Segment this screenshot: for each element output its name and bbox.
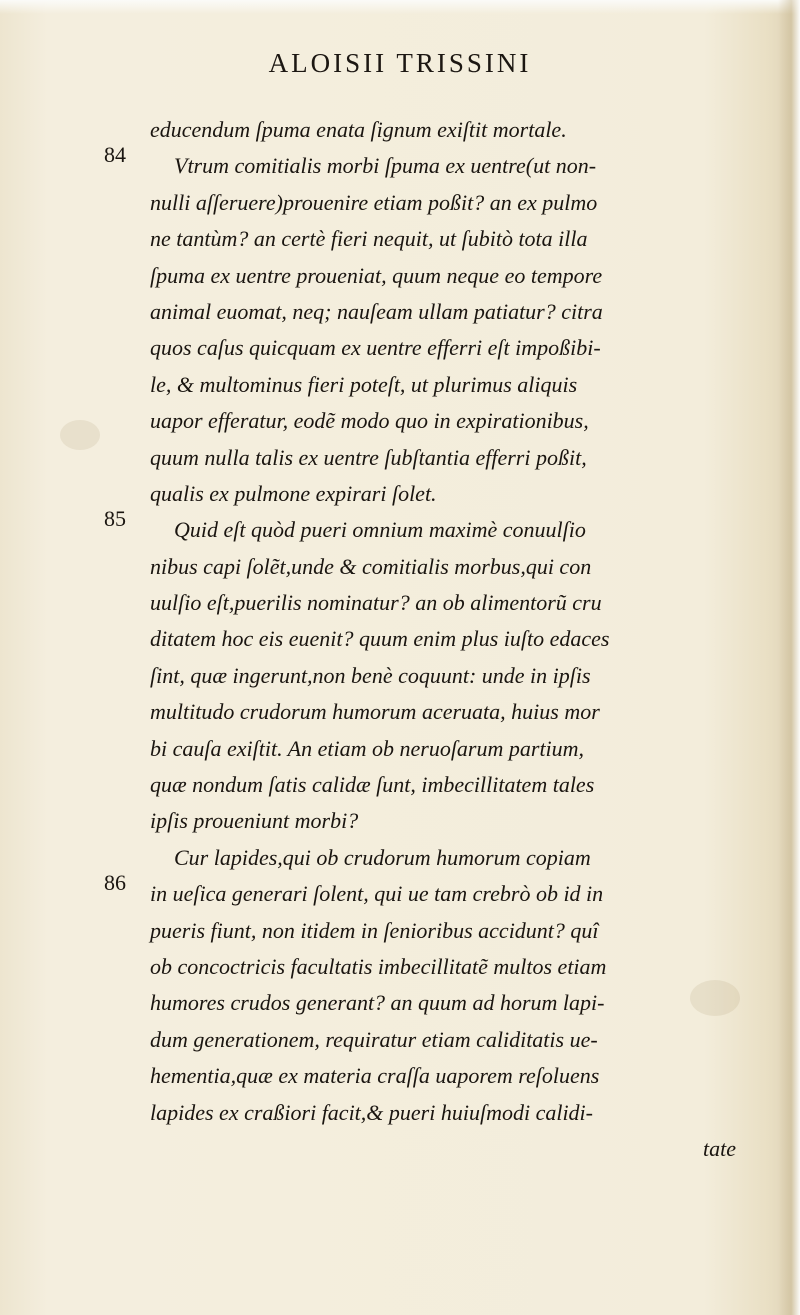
text-line: educendum ſpuma enata ſignum exiſtit mortale.	[150, 117, 567, 142]
body-text	[150, 112, 750, 1167]
text-line: nulli aſſeruere)prouenire etiam poßit? an ex pulmo	[150, 189, 598, 215]
text-line: ne tantùm? an certè fieri nequit, ut ſubitò tota illa	[150, 226, 588, 252]
text-line: ſint, quæ ingerunt,non benè coquunt: unde in ipſis	[150, 662, 591, 688]
text-line: hementia,quæ ex materia craſſa uaporem reſoluens	[150, 1063, 600, 1089]
margin-number-84: 84	[104, 142, 126, 167]
text-line: Quid eſt quòd pueri omnium maximè conuulſio	[174, 517, 586, 543]
text-line: lapides ex craßiori facit,& pueri huiuſmodi calidi-	[150, 1099, 593, 1125]
text-line: pueris fiunt, non itidem in ſenioribus accidunt? quî	[150, 917, 599, 943]
text-line: quum nulla talis ex uentre ſubſtantia efferri poßit,	[150, 444, 587, 470]
text-line: qualis ex pulmone expirari ſolet.	[150, 480, 437, 506]
text-line: in ueſica generari ſolent, qui ue tam crebrò ob id in	[150, 881, 604, 907]
text-line: uulſio eſt,puerilis nominatur? an ob alimentorũ cru	[150, 590, 602, 616]
text-line: quæ nondum ſatis calidæ ſunt, imbecillitatem tales	[150, 772, 595, 798]
text-line: Vtrum comitialis morbi ſpuma ex uentre(ut non-	[174, 153, 597, 179]
text-line: dum generationem, requiratur etiam caliditatis ue-	[150, 1026, 598, 1052]
page-right-edge	[778, 0, 800, 1315]
catchword: tate	[703, 1135, 736, 1161]
text-line: quos caſus quicquam ex uentre efferri eſt impoßibi-	[150, 335, 601, 361]
text-line: animal euomat, neq; nauſeam ullam patiatur? citra	[150, 298, 603, 324]
text-line: ob concoctricis facultatis imbecillitatẽ multos etiam	[150, 953, 607, 979]
text-line: uapor efferatur, eodẽ modo quo in expirationibus,	[150, 408, 589, 434]
text-line: bi cauſa exiſtit. An etiam ob neruoſarum partium,	[150, 735, 585, 761]
text-line: ipſis proueniunt morbi?	[150, 808, 359, 834]
paper-stain	[60, 420, 100, 450]
text-line: Cur lapides,qui ob crudorum humorum copiam	[174, 844, 591, 870]
text-line: ditatem hoc eis euenit? quum enim plus iuſto edaces	[150, 626, 610, 652]
margin-number-85: 85	[104, 506, 126, 531]
text-line: multitudo crudorum humorum aceruata, huius mor	[150, 699, 600, 725]
text-line: nibus capi ſolẽt,unde & comitialis morbus,qui con	[150, 553, 592, 579]
running-head: ALOISII TRISSINI	[268, 48, 532, 78]
margin-number-86: 86	[104, 870, 126, 895]
text-line: le, & multominus fieri poteſt, ut plurimus aliquis	[150, 371, 578, 397]
page-top-edge	[0, 0, 800, 14]
text-line: humores crudos generant? an quum ad horum lapi-	[150, 990, 605, 1016]
text-line: ſpuma ex uentre proueniat, quum neque eo tempore	[150, 262, 603, 288]
